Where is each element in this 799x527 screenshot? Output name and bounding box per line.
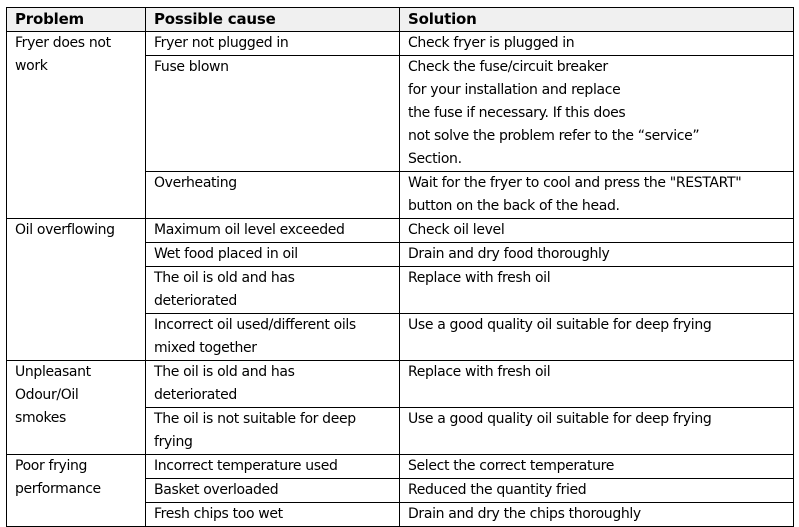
cause-cell [146,361,400,408]
solution-text-line: Check oil level [408,222,505,238]
solution-text-line: button on the back of the head. [408,198,620,214]
cause-text-line: deteriorated [154,387,237,403]
cause-text-line: Overheating [154,175,237,191]
solution-text-line: Select the correct temperature [408,458,615,474]
solution-cell [400,172,794,219]
solution-text-line: Drain and dry the chips thoroughly [408,506,641,522]
cause-cell [146,455,400,479]
problem-cell [7,219,146,361]
cause-cell [146,172,400,219]
problem-text-line: smokes [15,410,66,426]
solution-cell [400,455,794,479]
problem-text-line: Unpleasant [15,364,91,380]
solution-text-line: not solve the problem refer to the “service” [408,128,700,144]
solution-text-line: Check fryer is plugged in [408,35,575,51]
solution-text-line: the fuse if necessary. If this does [408,105,626,121]
solution-cell [400,503,794,527]
problem-cell [7,361,146,455]
table-row [7,455,794,479]
solution-cell [400,243,794,267]
problem-text-line: Poor frying [15,458,88,474]
solution-cell [400,361,794,408]
solution-text-line: Replace with fresh oil [408,364,551,380]
cause-text-line: The oil is not suitable for deep [154,411,356,427]
problem-cell [7,455,146,527]
cause-text-line: Fresh chips too wet [154,506,283,522]
cause-cell [146,267,400,314]
problem-text-line: work [15,58,48,74]
solution-text-line: Wait for the fryer to cool and press the "RESTART" [408,175,742,191]
table-row [7,361,794,408]
cause-cell [146,32,400,56]
cause-text-line: Wet food placed in oil [154,246,298,262]
problem-text-line: Oil overflowing [15,222,115,238]
header-possible-cause: Possible cause [146,8,400,32]
problem-text-line: performance [15,481,101,497]
solution-text-line: Section. [408,151,462,167]
cause-cell [146,479,400,503]
solution-text-line: Reduced the quantity fried [408,482,587,498]
cause-text-line: Fryer not plugged in [154,35,289,51]
solution-text-line: Use a good quality oil suitable for deep frying [408,317,712,333]
solution-text-line: Check the fuse/circuit breaker [408,59,608,75]
troubleshooting-table [6,7,794,527]
cause-text-line: Fuse blown [154,59,229,75]
header-problem: Problem [7,8,146,32]
solution-text-line: for your installation and replace [408,82,621,98]
cause-text-line: The oil is old and has [154,364,295,380]
cause-cell [146,314,400,361]
cause-cell [146,503,400,527]
cause-text-line: The oil is old and has [154,270,295,286]
solution-cell [400,56,794,172]
cause-text-line: Basket overloaded [154,482,279,498]
solution-cell [400,32,794,56]
cause-text-line: mixed together [154,340,257,356]
problem-text-line: Fryer does not [15,35,111,51]
header-solution: Solution [400,8,794,32]
cause-cell [146,243,400,267]
cause-text-line: frying [154,434,193,450]
solution-cell [400,219,794,243]
cause-cell [146,56,400,172]
cause-cell [146,219,400,243]
solution-text-line: Use a good quality oil suitable for deep frying [408,411,712,427]
solution-text-line: Drain and dry food thoroughly [408,246,610,262]
cause-text-line: Incorrect oil used/different oils [154,317,356,333]
header-row [7,8,794,32]
table-row [7,32,794,56]
cause-text-line: Maximum oil level exceeded [154,222,345,238]
cause-cell [146,408,400,455]
cause-text-line: deteriorated [154,293,237,309]
problem-text-line: Odour/Oil [15,387,79,403]
solution-cell [400,314,794,361]
solution-cell [400,267,794,314]
solution-cell [400,408,794,455]
table-row [7,219,794,243]
cause-text-line: Incorrect temperature used [154,458,338,474]
solution-text-line: Replace with fresh oil [408,270,551,286]
problem-cell [7,32,146,219]
solution-cell [400,479,794,503]
